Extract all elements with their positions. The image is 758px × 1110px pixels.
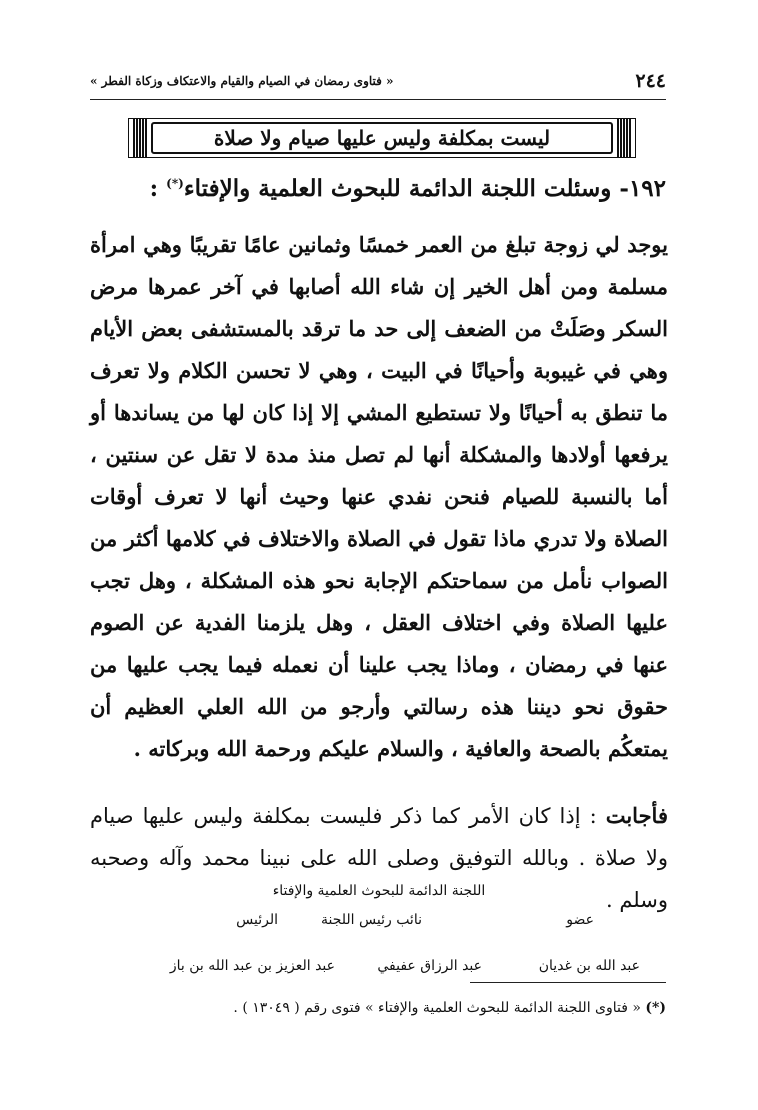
question-heading: [106, 175, 666, 202]
answer-label: فأجابت: [605, 803, 668, 828]
page-number: ٢٤٤: [635, 70, 666, 92]
signatory-name: عبد العزيز بن عبد الله بن باز: [169, 958, 335, 974]
answer-paragraph: [90, 795, 668, 921]
banner-ornament-right: [617, 119, 631, 157]
answer-text: : إذا كان الأمر كما ذكر فليست بمكلفة وليس عليها صيام ولا صلاة . وبالله التوفيق وصلى الله على نبينا محمد وآله وصحبه وسلم .: [90, 804, 668, 912]
banner-ornament-left: [133, 119, 147, 157]
role-chair: الرئيس: [236, 912, 278, 928]
committee-name: اللجنة الدائمة للبحوث العلمية والإفتاء: [272, 883, 486, 899]
footnote-reference: (*): [166, 176, 184, 191]
question-heading-text: - وسئلت اللجنة الدائمة للبحوث العلمية والإفتاء: [183, 175, 629, 202]
topic-title: ليست بمكلفة وليس عليها صيام ولا صلاة: [213, 126, 551, 150]
page-header: [90, 68, 666, 96]
running-title: « فتاوى رمضان في الصيام والقيام والاعتكاف وزكاة الفطر »: [90, 74, 394, 88]
footnote: [90, 1000, 666, 1016]
question-heading-colon: :: [149, 175, 167, 202]
banner-frame: [151, 122, 613, 154]
footnote-marker: (*): [645, 1000, 666, 1016]
role-member: عضو: [566, 912, 594, 928]
footnote-divider: [470, 982, 666, 983]
footnote-text: « فتاوى اللجنة الدائمة للبحوث العلمية والإفتاء » فتوى رقم ( ١٣٠٤٩ ) .: [233, 1000, 646, 1016]
question-number: ١٩٢: [628, 175, 666, 202]
header-divider: [90, 99, 666, 100]
signatory-name: عبد الرزاق عفيفي: [377, 958, 482, 974]
signatory-name: عبد الله بن غديان: [538, 958, 640, 974]
question-body: يوجد لي زوجة تبلغ من العمر خمسًا وثمانين عامًا تقريبًا وهي امرأة مسلمة ومن أهل الخير إن شاء الله أصابها في آخر عمرها مرض السكر وصَلَتْ من الضعف إلى حد ما ترقد بالمستشفى بعض الأيام وهي في غيبوبة وأحيانًا في البيت ، وهي لا تحسن الكلام ولا تعرف ما تنطق به أحيانًا ولا تستطيع المشي إلا إذا كان لها من يساندها أو يرفعها أولادها والمشكلة أنها لم تصل منذ مدة لا تقل عن سنتين ، أما بالنسبة للصيام فنحن نفدي عنها وحيث أنها لا تعرف أوقات الصلاة ولا تدري ماذا تقول في الصلاة والاختلاف في كلامها أكثر من الصواب نأمل من سماحتكم الإجابة نحو هذه المشكلة ، وهل تجب عليها الصلاة وفي اختلاف العقل ، وهل يلزمنا الفدية عن الصوم عنها في رمضان ، وماذا يجب علينا أن نعمله فيما يجب عليها من حقوق نحو ديننا هذه رسالتي وأرجو من الله العلي العظيم أن يمتعكُم بالصحة والعافية ، والسلام عليكم ورحمة الله وبركاته .: [90, 232, 668, 761]
topic-banner: [128, 118, 636, 158]
role-deputy-chair: نائب رئيس اللجنة: [321, 912, 422, 928]
